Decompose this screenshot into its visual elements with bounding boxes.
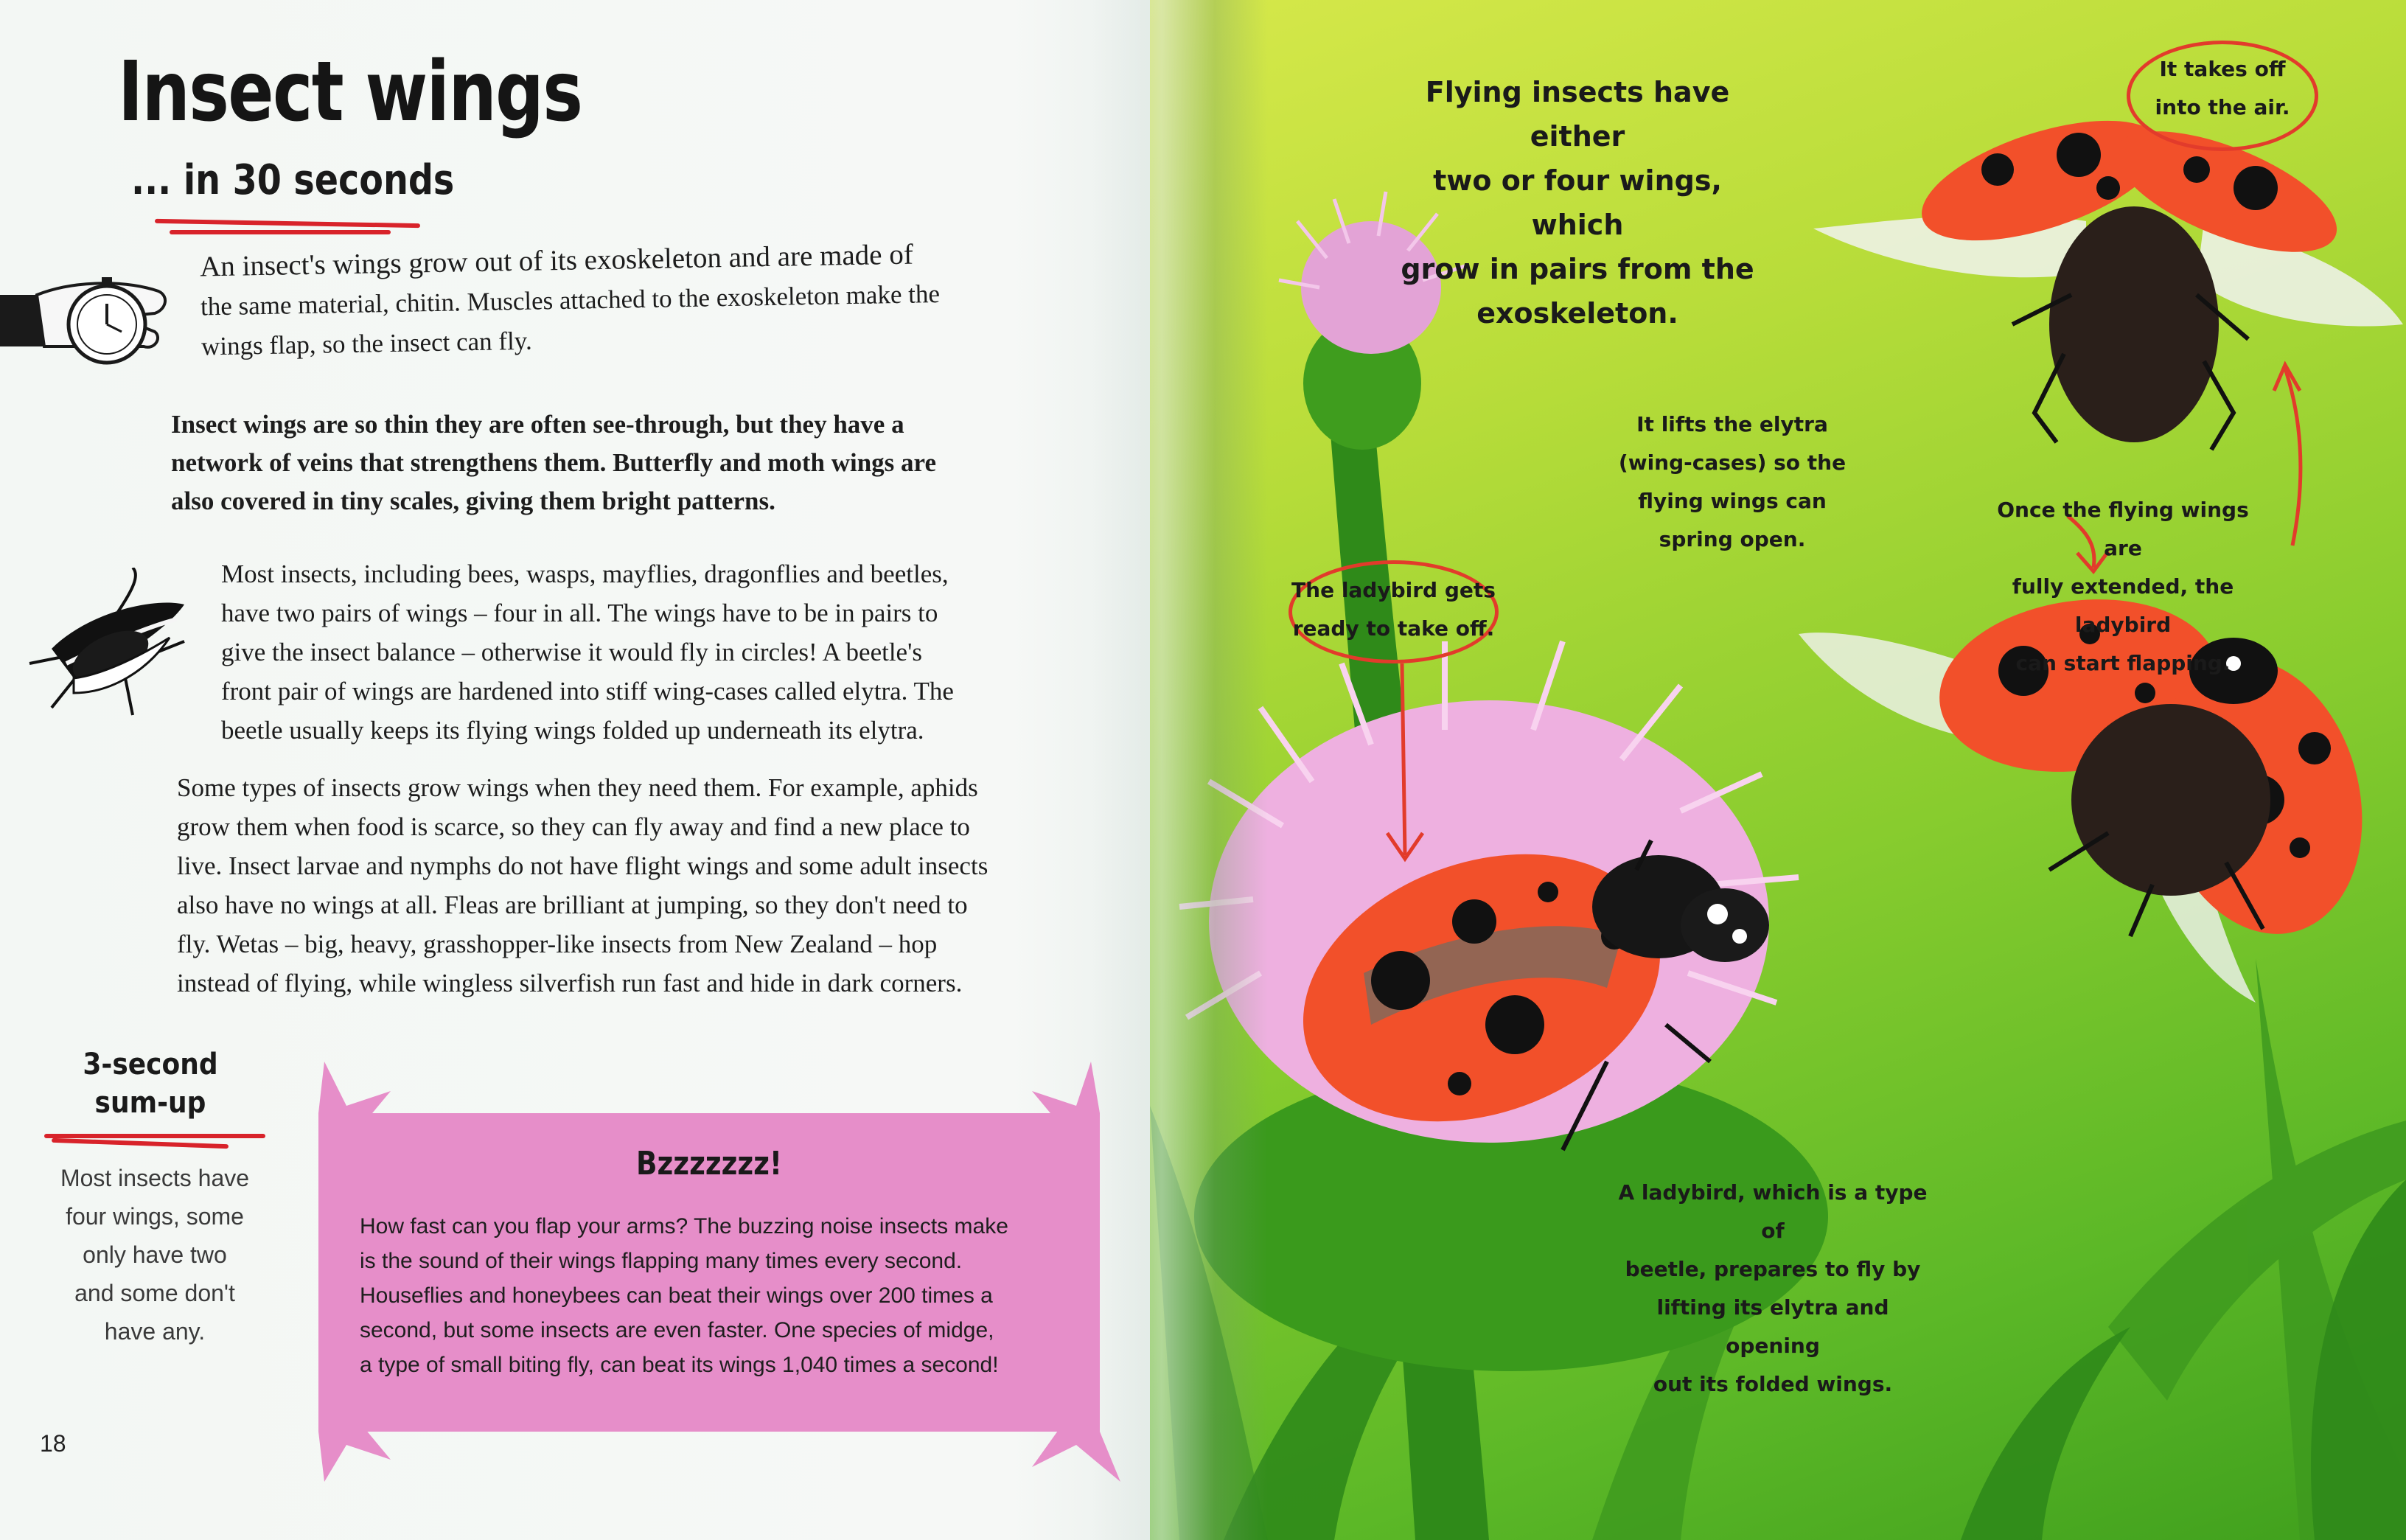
sumup-line: only have two [83,1241,227,1268]
intro-line: An insect's wings grow out of its exoskeleton and are made of [199,238,914,283]
fact-box-title: Bzzzzzzz! [636,1145,782,1182]
extended-line: can start flapping. [2015,651,2231,675]
sumup-line: and some don't [74,1280,235,1306]
sumup-title-line: sum-up [94,1086,206,1120]
sumup-title [71,1045,230,1122]
lift-line: flying wings can [1638,489,1827,513]
wings-line: front pair of wings are hardened into stiff wing-cases called elytra. The [221,677,954,705]
fact-box-line: How fast can you flap your arms? The buzzing noise insects make [360,1214,1008,1238]
fact-box-line: Houseflies and honeybees can beat their wings over 200 times a [360,1283,993,1308]
ready-line: ready to take off. [1292,616,1495,641]
bold-paragraph [171,405,1100,520]
wings-intro-line: two or four wings, which [1433,164,1722,241]
extended-line: Once the flying wings are [1997,498,2249,560]
sumup-text [44,1159,265,1351]
wings-intro-caption [1386,70,1769,335]
sumup-line: four wings, some [66,1203,244,1230]
wings-paragraph [221,554,1106,750]
lift-line: It lifts the elytra [1636,412,1828,436]
fact-box-line: second, but some insects are even faster. One species of midge, [360,1318,994,1342]
extended-line: fully extended, the ladybird [2012,574,2234,637]
bold-line: Insect wings are so thin they are often see-through, but they have a [171,410,904,439]
wings-line: beetle usually keeps its flying wings folded up underneath its elytra. [221,716,924,745]
ladybird-caption-line: A ladybird, which is a type of [1618,1180,1928,1243]
types-line: fly. Wetas – big, heavy, grasshopper-like insects from New Zealand – hop [177,930,938,958]
sumup-underline [44,1134,265,1138]
ladybird-caption [1618,1174,1928,1404]
fact-box-line: a type of small biting fly, can beat its wings 1,040 times a second! [360,1353,999,1377]
fact-box-text [360,1209,1067,1382]
types-line: grow them when food is scarce, so they can fly away and find a new place to [177,812,970,841]
takeoff-line: It takes off [2159,57,2286,81]
sumup-title-line: 3-second [83,1048,218,1081]
intro-line: the same material, chitin. Muscles attached to the exoskeleton make the [200,279,941,321]
beetle-icon [22,568,192,722]
takeoff-caption [2127,50,2318,127]
ready-line: The ladybird gets [1291,578,1496,602]
types-line: instead of flying, while wingless silverfish run fast and hide in dark corners. [177,969,963,997]
types-paragraph [177,768,1135,1003]
wings-line: give the insect balance – otherwise it would fly in circles! A beetle's [221,638,923,666]
wings-intro-line: exoskeleton. [1476,297,1678,330]
page-subtitle: ... in 30 seconds [131,156,455,204]
takeoff-line: into the air. [2155,95,2290,119]
ladybird-caption-line: beetle, prepares to fly by [1625,1257,1921,1281]
subtitle-underline-2 [170,230,391,234]
lift-line: (wing-cases) so the [1618,450,1847,475]
types-line: also have no wings at all. Fleas are brilliant at jumping, so they don't need to [177,891,968,919]
ladybird-caption-line: out its folded wings. [1653,1372,1893,1396]
wings-intro-line: Flying insects have either [1425,76,1730,153]
types-line: Some types of insects grow wings when they need them. For example, aphids [177,773,978,802]
wings-line: Most insects, including bees, wasps, mayflies, dragonflies and beetles, [221,560,949,588]
page-number: 18 [40,1430,66,1457]
types-line: live. Insect larvae and nymphs do not have flight wings and some adult insects [177,851,988,880]
extended-caption [1976,491,2270,683]
ladybird-top [1813,97,2403,450]
ladybird-caption-line: lifting its elytra and opening [1656,1295,1889,1358]
stopwatch-hand-icon [0,251,177,383]
page-title: Insect wings [118,44,582,140]
bold-line: network of veins that strengthens them. Butterfly and moth wings are [171,448,936,477]
ready-caption [1289,571,1499,648]
intro-line: wings flap, so the insect can fly. [200,326,533,361]
wings-intro-line: grow in pairs from the [1401,253,1754,285]
wings-line: have two pairs of wings – four in all. The wings have to be in pairs to [221,599,938,627]
sumup-line: Most insects have [60,1165,250,1191]
fact-box-line: is the sound of their wings flapping many times every second. [360,1249,963,1273]
lift-elytra-caption [1611,405,1854,559]
lift-line: spring open. [1659,527,1806,551]
bold-line: also covered in tiny scales, giving them bright patterns. [171,487,775,515]
intro-paragraph [200,232,1087,367]
sumup-line: have any. [104,1318,206,1345]
